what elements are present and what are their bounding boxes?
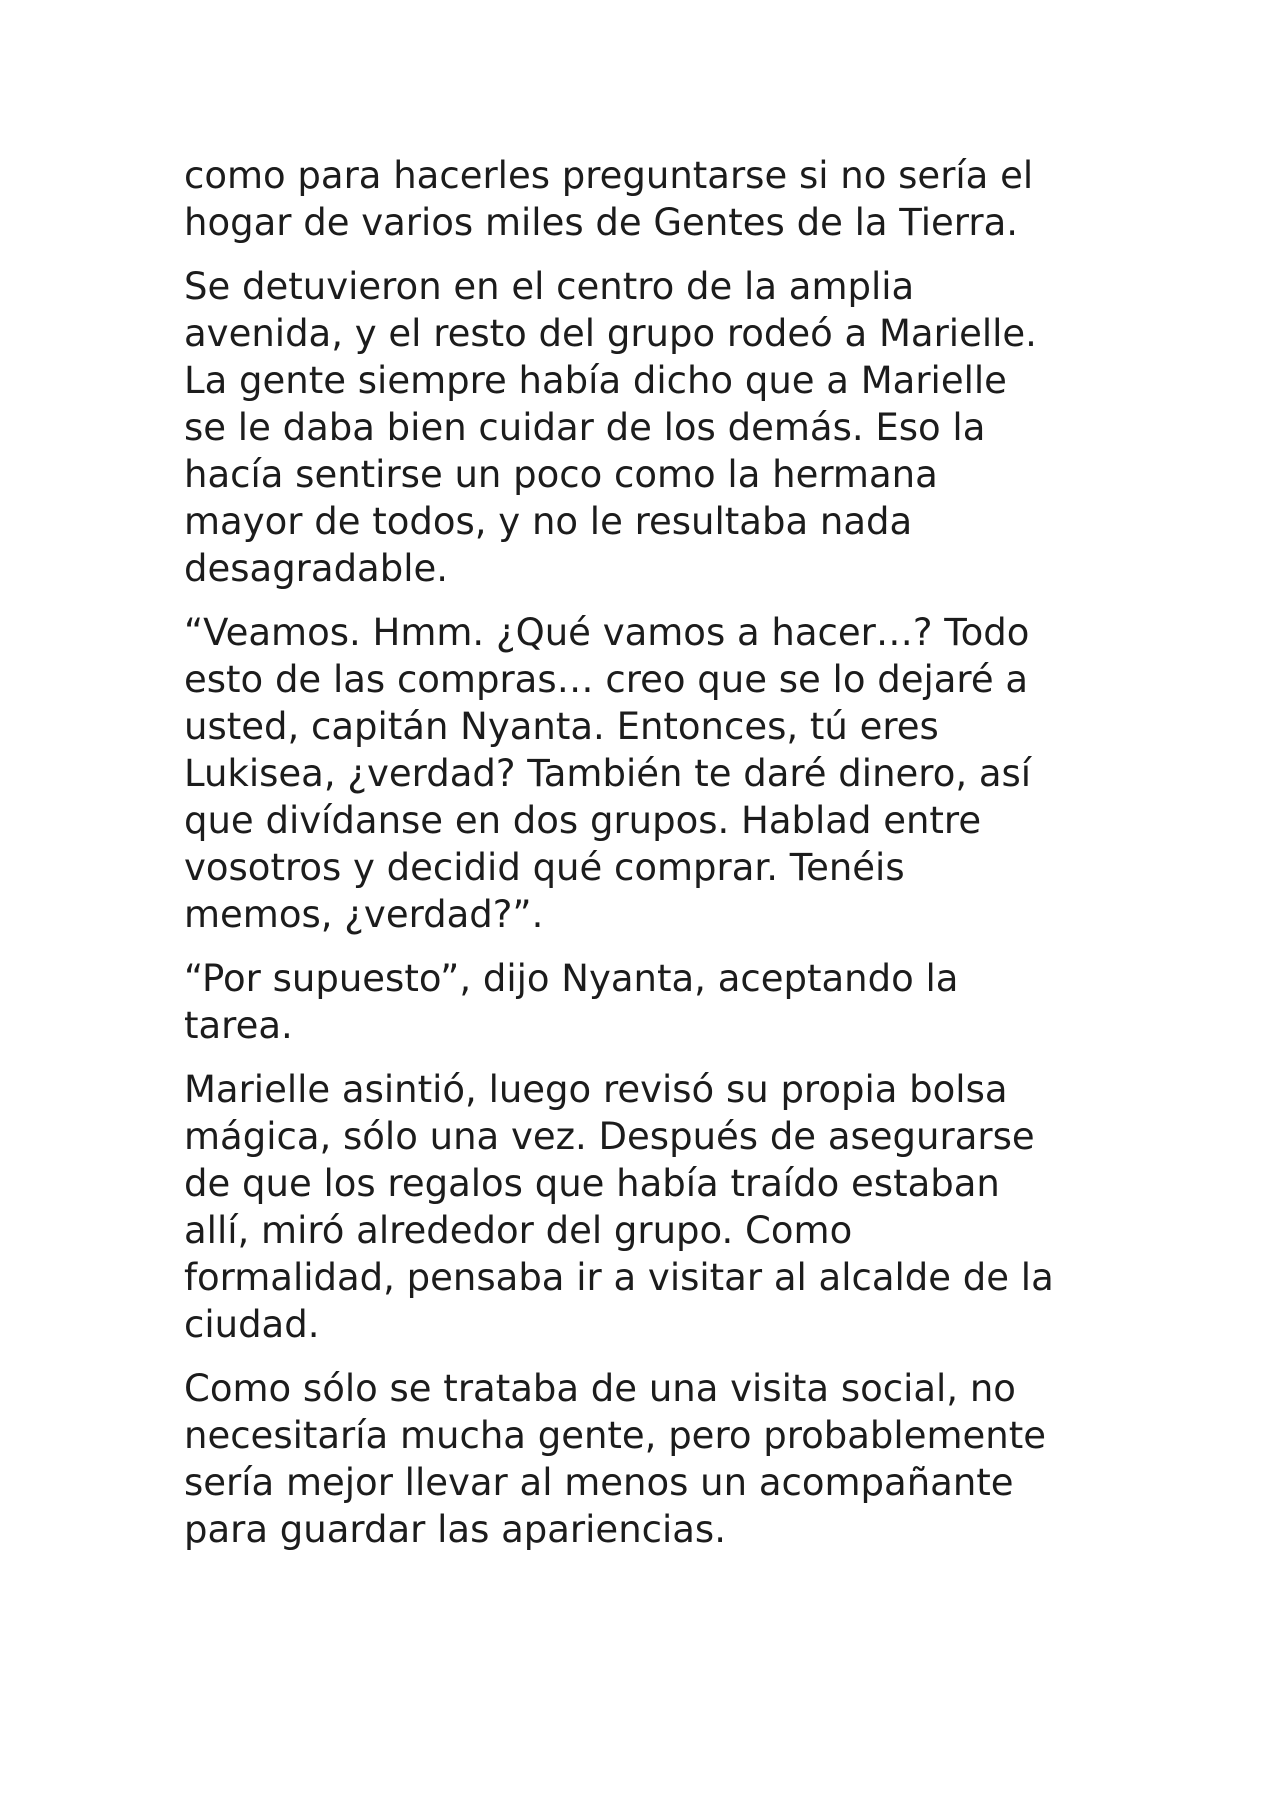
paragraph-6	[184, 1365, 1114, 1553]
text-line: mayor de todos, y no le resultaba nada	[184, 500, 913, 543]
paragraph-5	[184, 1066, 1114, 1348]
text-line: ciudad.	[184, 1303, 320, 1346]
text-line: de que los regalos que había traído estaban	[184, 1162, 1000, 1205]
text-line: avenida, y el resto del grupo rodeó a Marielle.	[184, 312, 1037, 355]
paragraph-2	[184, 263, 1114, 592]
text-line: tarea.	[184, 1004, 293, 1047]
text-line: para guardar las apariencias.	[184, 1508, 726, 1551]
text-line: necesitaría mucha gente, pero probablemente	[184, 1414, 1046, 1457]
text-line: desagradable.	[184, 547, 449, 590]
text-line: memos, ¿verdad?”.	[184, 893, 544, 936]
text-line: se le daba bien cuidar de los demás. Eso la	[184, 406, 986, 449]
text-line: allí, miró alrededor del grupo. Como	[184, 1209, 853, 1252]
text-line: Se detuvieron en el centro de la amplia	[184, 265, 915, 308]
text-line: sería mejor llevar al menos un acompañante	[184, 1461, 1014, 1504]
paragraph-1	[184, 152, 1114, 246]
text-line: que divídanse en dos grupos. Hablad entre	[184, 799, 982, 842]
paragraph-3	[184, 609, 1114, 938]
text-line: “Veamos. Hmm. ¿Qué vamos a hacer…? Todo	[184, 611, 1030, 654]
text-line: La gente siempre había dicho que a Marielle	[184, 359, 1007, 402]
text-line: hogar de varios miles de Gentes de la Tierra.	[184, 201, 1019, 244]
text-line: usted, capitán Nyanta. Entonces, tú eres	[184, 705, 939, 748]
text-line: Lukisea, ¿verdad? También te daré dinero, así	[184, 752, 1032, 795]
text-line: “Por supuesto”, dijo Nyanta, aceptando la	[184, 957, 959, 1000]
text-line: Marielle asintió, luego revisó su propia bolsa	[184, 1068, 1008, 1111]
text-line: formalidad, pensaba ir a visitar al alcalde de la	[184, 1256, 1054, 1299]
body-text	[184, 152, 1114, 1570]
text-line: mágica, sólo una vez. Después de asegurarse	[184, 1115, 1035, 1158]
text-line: esto de las compras… creo que se lo dejaré a	[184, 658, 1029, 701]
text-line: Como sólo se trataba de una visita social, no	[184, 1367, 1016, 1410]
text-line: como para hacerles preguntarse si no sería el	[184, 154, 1034, 197]
text-line: hacía sentirse un poco como la hermana	[184, 453, 938, 496]
text-line: vosotros y decidid qué comprar. Tenéis	[184, 846, 905, 889]
paragraph-4	[184, 955, 1114, 1049]
